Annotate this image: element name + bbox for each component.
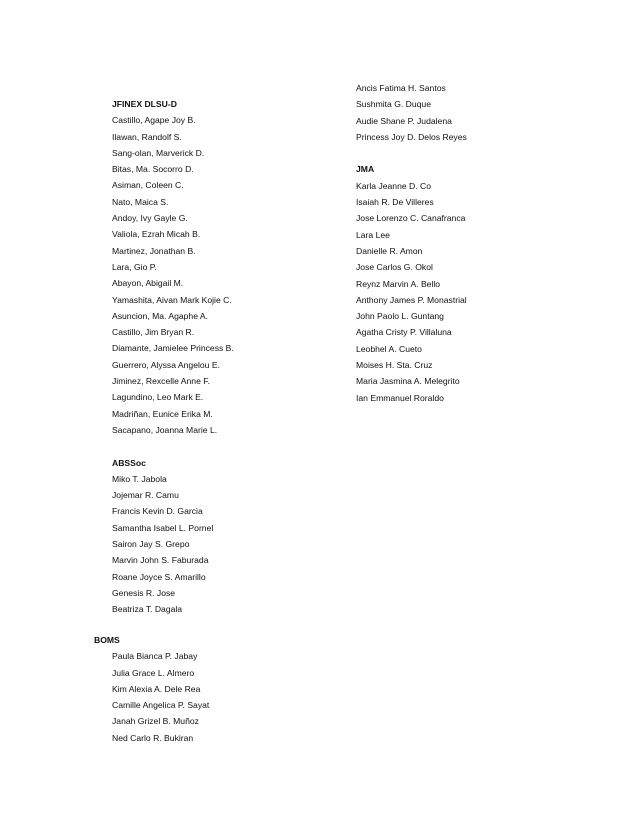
member-name: Roane Joyce S. Amarillo [112, 571, 206, 582]
member-name: Lara, Gio P. [112, 261, 157, 272]
member-name: Ian Emmanuel Roraldo [356, 392, 444, 403]
member-name: Beatriza T. Dagala [112, 604, 183, 615]
member-name: Camille Angelica P. Sayat [112, 700, 210, 711]
member-name: Maria Jasmina A. Melegrito [356, 376, 460, 387]
member-name: Nato, Maica S. [112, 196, 169, 207]
spacer [112, 438, 234, 454]
member-name: Kim Alexia A. Dele Rea [112, 683, 201, 694]
member-name: Moises H. Sta. Cruz [356, 360, 433, 371]
continued-name-list [356, 80, 467, 145]
member-name: Andoy, Ivy Gayle G. [112, 213, 188, 224]
member-name: Paula Bianca P. Jabay [112, 651, 198, 662]
member-name: Asiman, Coleen C. [112, 180, 184, 191]
member-name: Sang-olan, Marverick D. [112, 147, 205, 158]
member-name: Janah Grizel B. Muñoz [112, 716, 199, 727]
member-name: Lara Lee [356, 229, 390, 240]
member-name: Karla Jeanne D. Co [356, 180, 431, 191]
member-name: Madriñan, Eunice Erika M. [112, 408, 213, 419]
section-heading-boms: BOMS [94, 635, 120, 645]
boms-list-wrap [112, 648, 209, 746]
member-name: Leobhel A. Cueto [356, 343, 422, 354]
member-name: Francis Kevin D. Garcia [112, 506, 203, 517]
member-name: Jiminez, Rexcelle Anne F. [112, 376, 210, 387]
member-name: Martinez, Jonathan B. [112, 245, 196, 256]
member-name: Jojemar R. Camu [112, 490, 179, 501]
section-heading-jfinex: JFINEX DLSU-D [112, 99, 177, 109]
member-name: Reynz Marvin A. Bello [356, 278, 441, 289]
right-column [356, 80, 467, 406]
member-name: Bitas, Ma. Socorro D. [112, 164, 194, 175]
boms-name-list [112, 648, 209, 746]
member-name: Lagundino, Leo Mark E. [112, 392, 204, 403]
jfinex-name-list [112, 112, 234, 438]
member-name: Sairon Jay S. Grepo [112, 539, 190, 550]
member-name: Samantha Isabel L. Pornel [112, 522, 214, 533]
spacer [356, 145, 467, 161]
member-name: Miko T. Jabola [112, 473, 167, 484]
member-name: Sacapano, Joanna Marie L. [112, 424, 218, 435]
member-name: Castillo, Agape Joy B. [112, 115, 196, 126]
section-heading-jma: JMA [356, 164, 375, 175]
member-name: Sushmita G. Duque [356, 99, 431, 110]
member-name: Marvin John S. Faburada [112, 555, 209, 566]
left-column [112, 96, 234, 618]
member-name: John Paolo L. Guntang [356, 311, 444, 322]
member-name: Ancis Fatima H. Santos [356, 83, 446, 93]
member-name: Diamante, Jamielee Princess B. [112, 343, 234, 354]
member-name: Agatha Cristy P. Villaluna [356, 327, 452, 338]
boms-section [94, 632, 120, 648]
member-name: Castillo, Jim Bryan R. [112, 327, 195, 338]
member-name: Yamashita, Aivan Mark Kojie C. [112, 294, 232, 305]
member-name: Anthony James P. Monastrial [356, 294, 467, 305]
section-heading-abssoc: ABSSoc [112, 457, 146, 468]
member-name: Audie Shane P. Judalena [356, 115, 452, 126]
member-name: Abayon, Abigail M. [112, 278, 184, 289]
member-name: Danielle R. Amon [356, 245, 423, 256]
member-name: Isaiah R. De Villeres [356, 197, 434, 208]
abssoc-name-list [112, 471, 234, 618]
member-name: Jose Carlos G. Okol [356, 262, 433, 273]
member-name: Genesis R. Jose [112, 587, 176, 598]
member-name: Jose Lorenzo C. Canafranca [356, 213, 466, 224]
member-name: Julia Grace L. Almero [112, 667, 195, 678]
jma-name-list [356, 178, 467, 406]
member-name: Princess Joy D. Delos Reyes [356, 131, 467, 142]
member-name: Guerrero, Alyssa Angelou E. [112, 359, 220, 370]
member-name: Asuncion, Ma. Agaphe A. [112, 310, 209, 321]
member-name: Ned Carlo R. Bukiran [112, 732, 194, 743]
member-name: Ilawan, Randolf S. [112, 131, 182, 142]
member-name: Valiola, Ezrah Micah B. [112, 229, 201, 240]
